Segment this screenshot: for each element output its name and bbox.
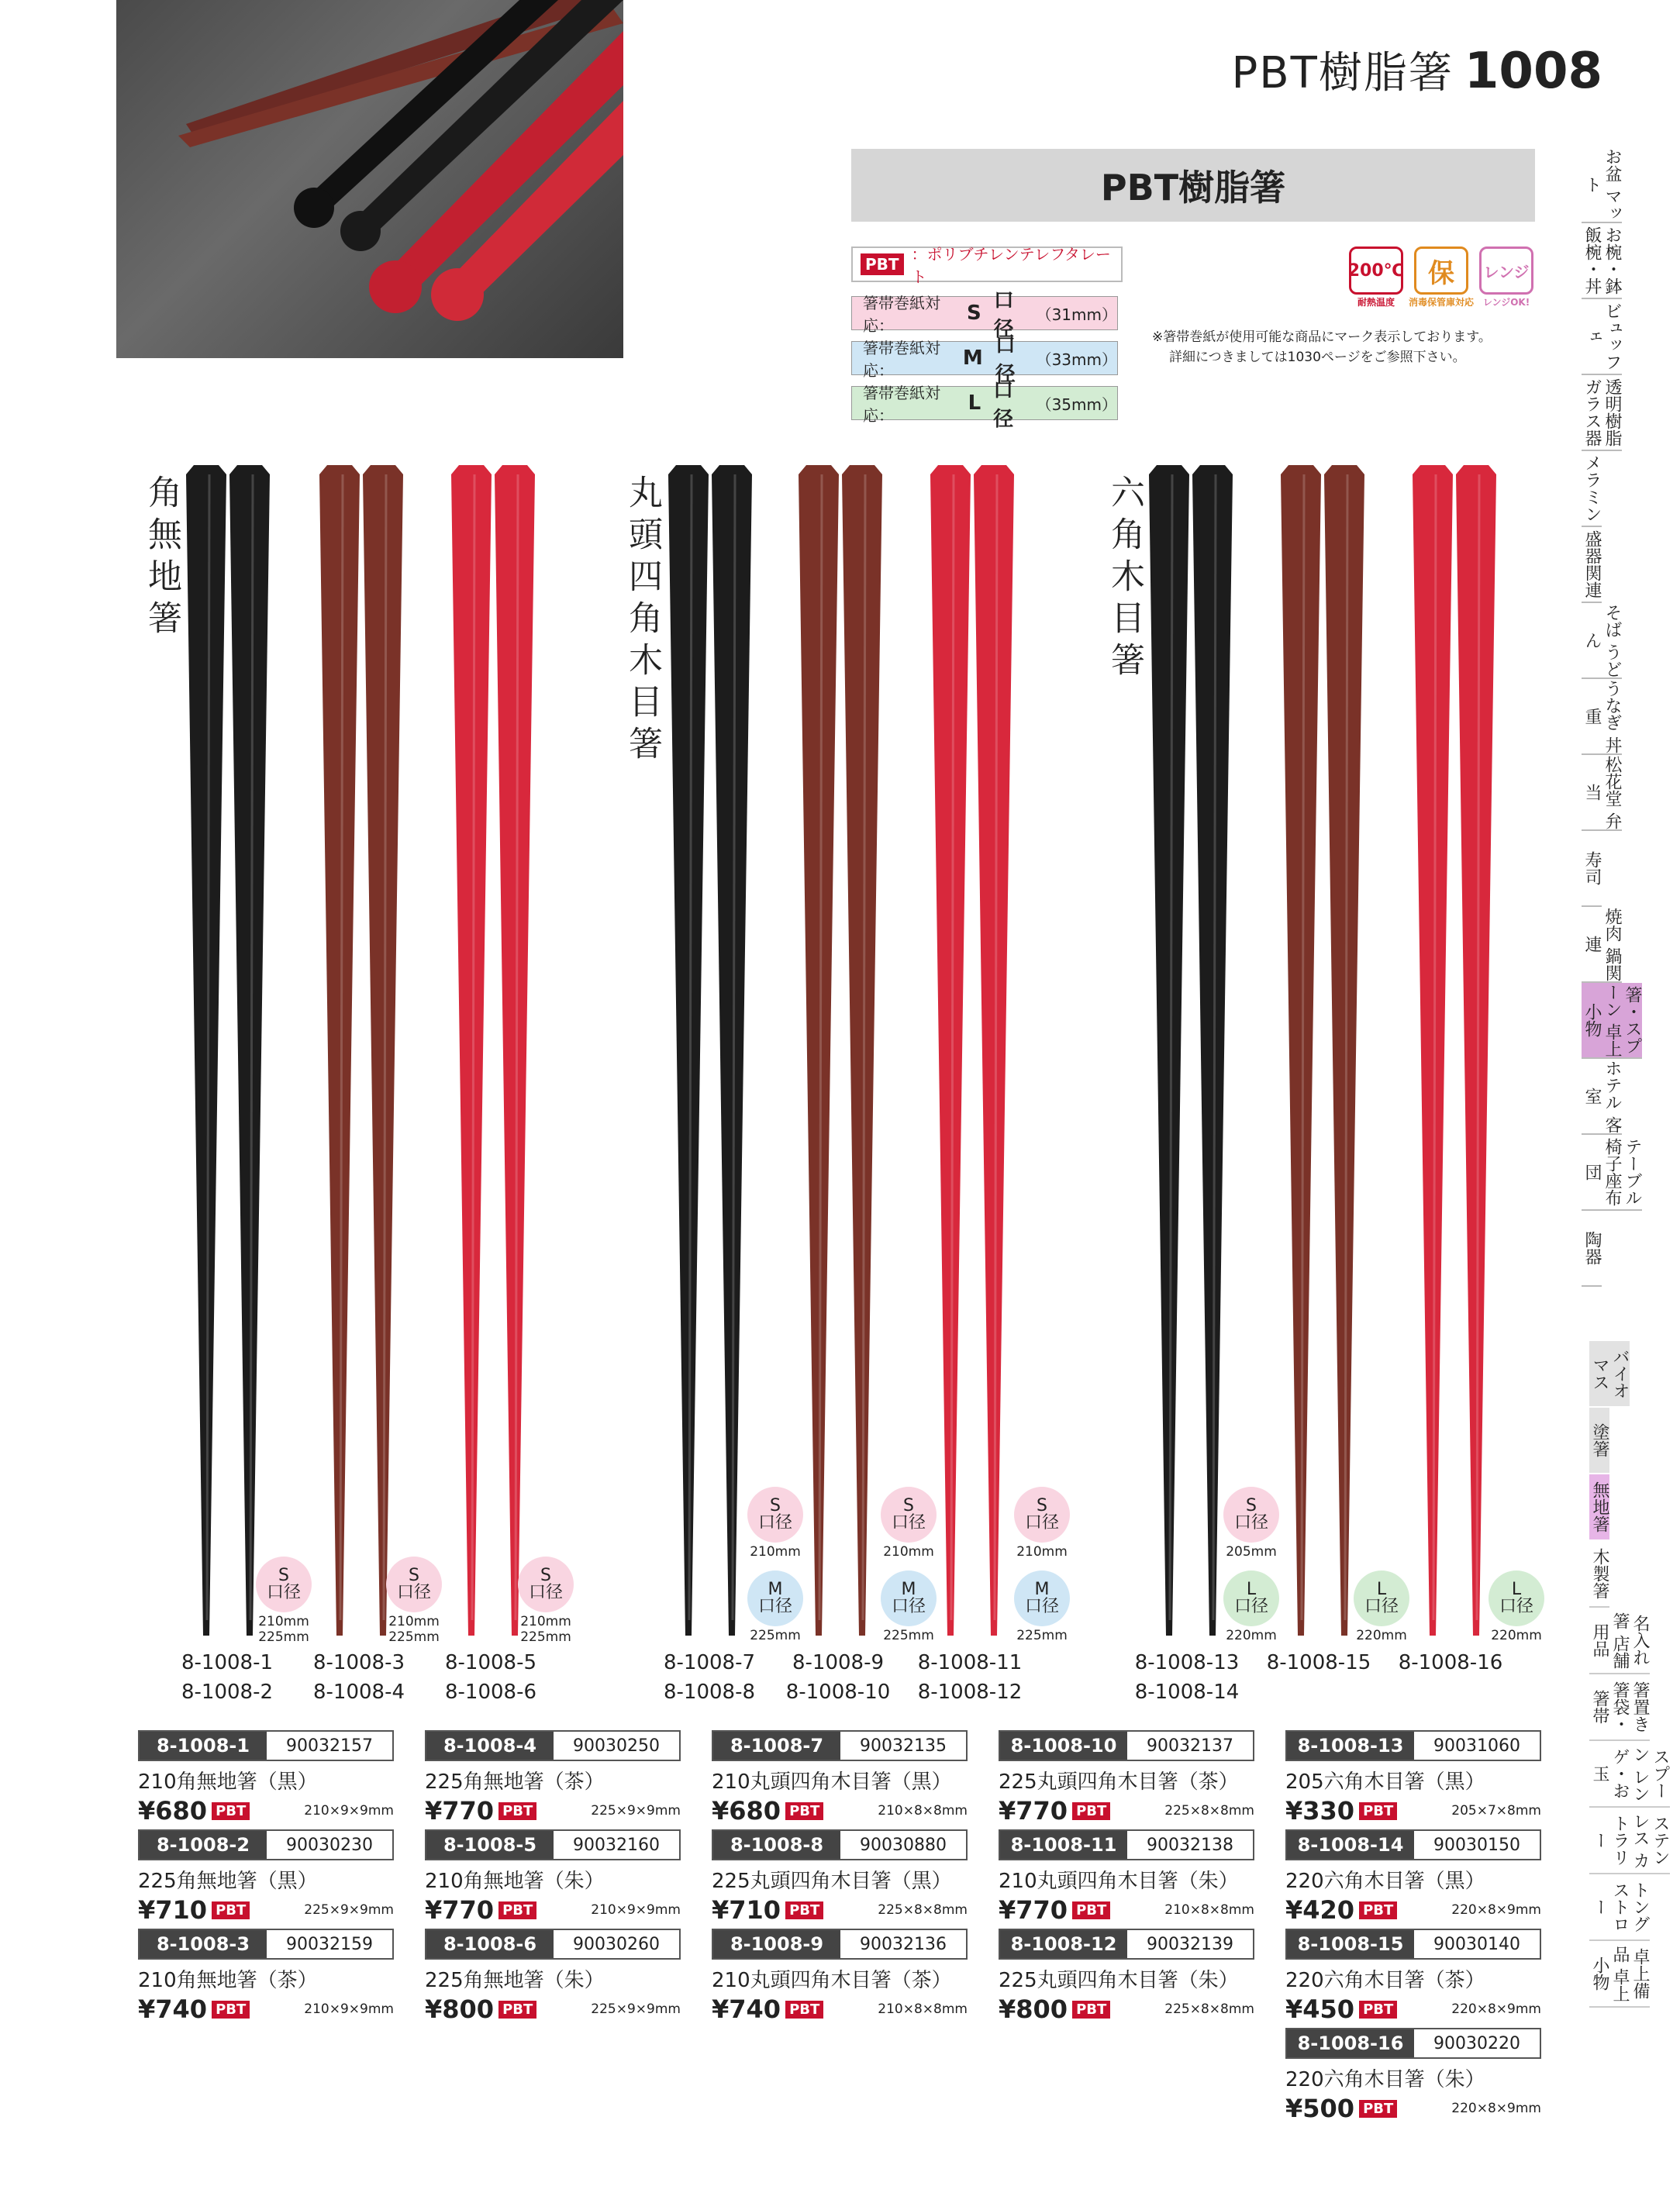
product-price-line	[1285, 1895, 1541, 1925]
size-length-value: 225mm	[883, 1628, 934, 1643]
product-price: ¥450	[1285, 1995, 1355, 2024]
product-material-tag: PBT	[1359, 2001, 1397, 2019]
product-header	[425, 1730, 681, 1761]
product-jan: 90030260	[573, 1934, 660, 1954]
product-code: 8-1008-9	[713, 1930, 840, 1958]
product-material-tag: PBT	[1072, 1802, 1110, 1820]
product-jan: 90030230	[286, 1835, 373, 1855]
size-circle-letter: L	[1246, 1580, 1257, 1599]
side-index-item[interactable]: 焼肉 鍋関連	[1582, 907, 1622, 983]
size-note-label: 口径	[995, 334, 1016, 386]
product-code: 8-1008-11	[1000, 1831, 1127, 1859]
product-dimensions: 210×9×9mm	[304, 1803, 394, 1819]
size-circle-label: 口径	[757, 1597, 792, 1616]
size-length-value: 210mm	[750, 1544, 801, 1560]
side-index-item[interactable]: 陶器	[1582, 1211, 1602, 1287]
product-item	[425, 1730, 681, 1826]
product-dimensions: 210×9×9mm	[304, 2001, 394, 2017]
size-length-value: 210mm	[520, 1614, 571, 1629]
product-item	[999, 1829, 1254, 1925]
size-circle-letter: M	[1034, 1580, 1050, 1599]
size-length-value: 210mm	[1016, 1544, 1068, 1560]
product-material-tag: PBT	[212, 1802, 250, 1820]
size-circle	[1014, 1570, 1070, 1626]
side-index-item[interactable]: うなぎ 丼重	[1582, 679, 1622, 755]
side-index-item-active[interactable]: 箸・スプーン 卓上小物	[1582, 983, 1642, 1059]
size-circle-letter: M	[901, 1580, 916, 1599]
product-material-tag: PBT	[498, 2001, 536, 2019]
size-length	[1351, 1628, 1413, 1643]
code-label-line: 8-1008-14	[1134, 1681, 1240, 1704]
size-length	[1220, 1628, 1282, 1643]
product-price-line	[138, 1995, 394, 2024]
product-dimensions: 225×8×8mm	[1164, 2001, 1254, 2017]
product-code: 8-1008-14	[1287, 1831, 1414, 1859]
product-code: 8-1008-15	[1287, 1930, 1414, 1958]
product-header	[1285, 2028, 1541, 2059]
size-note-label: 口径	[993, 379, 1014, 431]
product-item	[425, 1829, 681, 1925]
product-price: ¥330	[1285, 1796, 1355, 1826]
product-item	[999, 1730, 1254, 1826]
product-price-line	[138, 1895, 394, 1925]
product-name: 225角無地箸（朱）	[425, 1969, 605, 1992]
code-label-line: 8-1008-6	[444, 1681, 536, 1704]
size-length	[1011, 1544, 1073, 1560]
size-length	[1485, 1628, 1547, 1643]
product-price: ¥770	[425, 1895, 495, 1925]
product-jan: 90030880	[860, 1835, 947, 1855]
product-jan: 90032159	[286, 1934, 373, 1954]
size-circle-letter: L	[1376, 1580, 1387, 1599]
pbt-tag: PBT	[861, 253, 904, 275]
code-label-line: 8-1008-9	[792, 1651, 884, 1674]
code-label-line: 8-1008-1	[181, 1651, 273, 1674]
product-price: ¥710	[712, 1895, 781, 1925]
product-dimensions: 225×8×8mm	[1164, 1803, 1254, 1819]
product-price-line	[425, 1995, 681, 2024]
side-index-item[interactable]: 透明樹脂 ガラス器	[1582, 375, 1622, 451]
product-price: ¥740	[138, 1995, 208, 2024]
size-circle	[747, 1487, 803, 1543]
product-dimensions: 225×9×9mm	[591, 2001, 681, 2017]
product-material-tag: PBT	[498, 1802, 536, 1820]
product-name: 225丸頭四角木目箸（朱）	[999, 1969, 1239, 1992]
product-jan: 90030150	[1433, 1835, 1520, 1855]
size-circle-letter: S	[770, 1496, 781, 1515]
product-header	[138, 1929, 394, 1960]
product-dimensions: 225×8×8mm	[878, 1902, 968, 1918]
product-header	[425, 1829, 681, 1860]
product-name: 225角無地箸（黒）	[138, 1870, 318, 1893]
product-dimensions: 210×8×8mm	[878, 2001, 968, 2017]
size-length	[878, 1544, 940, 1560]
side-index-item[interactable]: そば うどん	[1582, 603, 1622, 679]
footnote-line: 詳細につきましては1030ページをご参照下さい。	[1169, 350, 1466, 365]
code-label	[1392, 1648, 1509, 1677]
code-label-line: 8-1008-5	[444, 1651, 536, 1674]
size-length-value: 220mm	[1356, 1628, 1407, 1643]
product-name: 210角無地箸（黒）	[138, 1770, 318, 1794]
size-length	[744, 1544, 806, 1560]
product-code: 8-1008-4	[426, 1732, 554, 1760]
size-length-value: 210mm	[388, 1614, 440, 1629]
sub-index-item[interactable]: 塗箸	[1589, 1408, 1609, 1474]
size-circle	[386, 1557, 442, 1612]
product-name: 220六角木目箸（茶）	[1285, 1969, 1485, 1992]
code-label-line: 8-1008-8	[663, 1681, 755, 1704]
code-label-line: 8-1008-11	[917, 1651, 1023, 1674]
size-circle-letter: S	[903, 1496, 914, 1515]
code-label-line: 8-1008-13	[1134, 1651, 1240, 1674]
product-jan: 90032137	[1147, 1736, 1233, 1756]
product-code: 8-1008-6	[426, 1930, 554, 1958]
product-header	[712, 1829, 968, 1860]
product-name: 210角無地箸（茶）	[138, 1969, 318, 1992]
code-label	[1129, 1648, 1245, 1707]
product-name: 205六角木目箸（黒）	[1285, 1770, 1485, 1794]
size-circle	[881, 1487, 937, 1543]
product-price-line	[1285, 1995, 1541, 2024]
size-circle	[518, 1557, 574, 1612]
product-price-line	[999, 1895, 1254, 1925]
product-jan: 90032138	[1147, 1835, 1233, 1855]
product-header	[999, 1929, 1254, 1960]
material-note-text: ：ポリブチレンテレフタレート	[911, 245, 1111, 286]
product-code: 8-1008-7	[713, 1732, 840, 1760]
category-label: 角無地箸	[142, 474, 181, 642]
mark-text: 保	[1428, 257, 1454, 289]
product-jan: 90030140	[1433, 1934, 1520, 1954]
sub-index-item[interactable]: 箸置き 箸袋・箸帯	[1589, 1674, 1650, 1741]
size-circle-letter: M	[768, 1580, 783, 1599]
product-price: ¥680	[138, 1796, 208, 1826]
product-code: 8-1008-5	[426, 1831, 554, 1859]
side-index-item[interactable]: テーブル 椅子座布団	[1582, 1135, 1642, 1211]
product-code: 8-1008-8	[713, 1831, 840, 1859]
product-price: ¥800	[999, 1995, 1068, 2024]
footnote-line: ※箸帯巻紙が使用可能な商品にマーク表示しております。	[1152, 329, 1492, 345]
size-length	[878, 1628, 940, 1643]
product-price: ¥740	[712, 1995, 781, 2024]
size-circle	[1014, 1487, 1070, 1543]
size-note-mm: （33mm）	[1036, 350, 1117, 369]
mark-text: レンジ	[1483, 262, 1530, 281]
product-material-tag: PBT	[785, 2001, 823, 2019]
code-label	[912, 1648, 1028, 1707]
product-item	[1285, 1829, 1541, 1925]
product-name: 210角無地箸（朱）	[425, 1870, 605, 1893]
product-price-line	[425, 1796, 681, 1826]
size-circle-letter: S	[1246, 1496, 1257, 1515]
size-circle-letter: S	[409, 1566, 419, 1585]
sub-index-item[interactable]: ステンレス カトラリー	[1589, 1808, 1670, 1874]
product-price-line	[1285, 2094, 1541, 2123]
size-circle	[1223, 1487, 1279, 1543]
product-item	[138, 1929, 394, 2024]
product-code: 8-1008-2	[140, 1831, 267, 1859]
product-header	[1285, 1929, 1541, 1960]
code-label-line: 8-1008-3	[312, 1651, 405, 1674]
side-index-item[interactable]: 松花堂 弁当	[1582, 755, 1622, 831]
size-length-value: 225mm	[520, 1629, 571, 1645]
size-circle	[256, 1557, 312, 1612]
product-code: 8-1008-16	[1287, 2029, 1414, 2057]
product-price: ¥420	[1285, 1895, 1355, 1925]
page-title-text: PBT樹脂箸	[1231, 48, 1454, 98]
sub-index-item[interactable]: トング ストロー	[1589, 1874, 1650, 1941]
side-index-item[interactable]: ビュッフェ	[1582, 299, 1622, 375]
code-label	[433, 1648, 549, 1707]
product-material-tag: PBT	[212, 1901, 250, 1919]
product-item	[999, 1929, 1254, 2024]
size-circle	[1489, 1570, 1544, 1626]
size-circle-letter: L	[1511, 1580, 1522, 1599]
size-note-letter: M	[962, 346, 983, 370]
size-circle-letter: S	[278, 1566, 289, 1585]
product-jan: 90031060	[1433, 1736, 1520, 1756]
size-circle	[747, 1570, 803, 1626]
size-circle	[1354, 1570, 1409, 1626]
size-circle-letter: S	[1037, 1496, 1047, 1515]
product-item	[138, 1829, 394, 1925]
mark-caption: 消毒保管庫対応	[1408, 297, 1475, 308]
product-price-line	[712, 1995, 968, 2024]
sub-index-item[interactable]: バイオマス	[1589, 1341, 1630, 1408]
product-dimensions: 225×9×9mm	[591, 1803, 681, 1819]
code-label-line: 8-1008-12	[917, 1681, 1023, 1704]
size-length-value: 225mm	[1016, 1628, 1068, 1643]
section-banner: PBT樹脂箸	[851, 149, 1535, 222]
size-note-mm: （31mm）	[1036, 305, 1117, 324]
product-dimensions: 220×8×9mm	[1451, 1902, 1541, 1918]
product-price-line	[712, 1796, 968, 1826]
size-circle-label: 口径	[1364, 1597, 1399, 1616]
product-material-tag: PBT	[1359, 2100, 1397, 2118]
product-code: 8-1008-10	[1000, 1732, 1127, 1760]
product-material-tag: PBT	[1072, 2001, 1110, 2019]
code-label-line: 8-1008-4	[312, 1681, 405, 1704]
sub-index-item[interactable]: 木製箸	[1589, 1541, 1609, 1608]
product-dimensions: 220×8×9mm	[1451, 2001, 1541, 2017]
sub-index-item[interactable]: スプーン レンゲ・お玉	[1589, 1741, 1670, 1808]
product-code: 8-1008-12	[1000, 1930, 1127, 1958]
category-label: 六角木目箸	[1105, 474, 1144, 684]
product-material-tag: PBT	[785, 1901, 823, 1919]
product-code: 8-1008-13	[1287, 1732, 1414, 1760]
product-name: 210丸頭四角木目箸（黒）	[712, 1770, 952, 1794]
product-price: ¥680	[712, 1796, 781, 1826]
product-name: 225丸頭四角木目箸（茶）	[999, 1770, 1239, 1794]
product-price: ¥770	[999, 1796, 1068, 1826]
product-name: 220六角木目箸（黒）	[1285, 1870, 1485, 1893]
product-price-line	[999, 1995, 1254, 2024]
product-name: 225角無地箸（茶）	[425, 1770, 605, 1794]
side-index-item[interactable]: メラミン	[1582, 451, 1602, 527]
product-name: 220六角木目箸（朱）	[1285, 2068, 1485, 2091]
size-note-mm: （35mm）	[1036, 395, 1117, 414]
product-price-line	[712, 1895, 968, 1925]
product-item	[138, 1730, 394, 1826]
page-number: 1008	[1464, 43, 1602, 100]
product-dimensions: 205×7×8mm	[1451, 1803, 1541, 1819]
product-price-line	[425, 1895, 681, 1925]
size-length	[383, 1614, 445, 1645]
size-length	[253, 1614, 315, 1645]
size-length-value: 225mm	[258, 1629, 309, 1645]
size-circle-label: 口径	[1499, 1597, 1533, 1616]
product-price: ¥710	[138, 1895, 208, 1925]
product-jan: 90032135	[860, 1736, 947, 1756]
size-note-letter: L	[968, 391, 981, 415]
code-label-line: 8-1008-2	[181, 1681, 273, 1704]
product-code: 8-1008-1	[140, 1732, 267, 1760]
code-label-line: 8-1008-15	[1266, 1651, 1371, 1674]
product-price: ¥770	[999, 1895, 1068, 1925]
code-label	[301, 1648, 417, 1707]
sub-index-item[interactable]: 卓上備品 卓上小物	[1589, 1941, 1650, 2008]
size-circle-label: 口径	[891, 1597, 926, 1616]
size-circle-label: 口径	[757, 1513, 792, 1533]
side-index-item[interactable]: 盛器関連	[1582, 527, 1602, 603]
size-length	[744, 1628, 806, 1643]
size-circle-label: 口径	[1024, 1513, 1059, 1533]
product-material-tag: PBT	[498, 1901, 536, 1919]
size-circle-letter: S	[540, 1566, 551, 1585]
product-header	[1285, 1730, 1541, 1761]
mark-caption: 耐熱温度	[1357, 297, 1395, 308]
product-material-tag: PBT	[1359, 1901, 1397, 1919]
size-circle	[1223, 1570, 1279, 1626]
size-length-value: 210mm	[883, 1544, 934, 1560]
product-dimensions: 225×9×9mm	[304, 1902, 394, 1918]
code-label-line: 8-1008-7	[663, 1651, 755, 1674]
code-label-line: 8-1008-10	[785, 1681, 891, 1704]
product-header	[999, 1730, 1254, 1761]
size-length-value: 220mm	[1226, 1628, 1277, 1643]
product-price: ¥800	[425, 1995, 495, 2024]
product-jan: 90030250	[573, 1736, 660, 1756]
product-jan: 90030220	[1433, 2033, 1520, 2053]
product-item	[712, 1829, 968, 1925]
product-header	[1285, 1829, 1541, 1860]
code-label	[780, 1648, 896, 1707]
mark-text: 200℃	[1347, 260, 1405, 281]
side-index-item[interactable]: お椀・鉢 飯椀・丼	[1582, 223, 1622, 299]
product-price-line	[999, 1796, 1254, 1826]
product-material-tag: PBT	[212, 2001, 250, 2019]
size-circle-label: 口径	[1233, 1597, 1268, 1616]
product-price-line	[1285, 1796, 1541, 1826]
size-circle-label: 口径	[1233, 1513, 1268, 1533]
size-length	[515, 1614, 577, 1645]
sub-index-item-active[interactable]: 無地箸	[1589, 1474, 1609, 1541]
size-circle-label: 口径	[528, 1583, 563, 1602]
size-length-value: 220mm	[1491, 1628, 1542, 1643]
product-item	[1285, 2028, 1541, 2123]
sub-index-item[interactable]: 名入れ箸 店舗用品	[1589, 1608, 1650, 1674]
product-header	[999, 1829, 1254, 1860]
size-length-value: 225mm	[750, 1628, 801, 1643]
size-length-value: 225mm	[388, 1629, 440, 1645]
size-note-prefix: 箸帯巻紙対応：	[863, 384, 940, 425]
size-note-letter: S	[967, 302, 981, 325]
product-header	[712, 1730, 968, 1761]
product-dimensions: 210×8×8mm	[878, 1803, 968, 1819]
product-price: ¥500	[1285, 2094, 1355, 2123]
size-length	[1011, 1628, 1073, 1643]
product-code: 8-1008-3	[140, 1930, 267, 1958]
size-circle-label: 口径	[396, 1583, 431, 1602]
mark-caption: レンジOK!	[1482, 297, 1530, 308]
product-header	[138, 1829, 394, 1860]
code-label	[651, 1648, 768, 1707]
category-label: 丸頭四角木目箸	[623, 474, 662, 767]
product-item	[425, 1929, 681, 2024]
size-length	[1220, 1544, 1282, 1560]
product-header	[425, 1929, 681, 1960]
size-length-value: 205mm	[1226, 1544, 1277, 1560]
product-name: 210丸頭四角木目箸（朱）	[999, 1870, 1239, 1893]
product-jan: 90032139	[1147, 1934, 1233, 1954]
product-dimensions: 210×8×8mm	[1164, 1902, 1254, 1918]
product-material-tag: PBT	[1359, 1802, 1397, 1820]
product-jan: 90032157	[286, 1736, 373, 1756]
product-jan: 90032136	[860, 1934, 947, 1954]
product-material-tag: PBT	[1072, 1901, 1110, 1919]
size-note-label: 口径	[993, 289, 1014, 341]
code-label	[1261, 1648, 1377, 1677]
product-item	[712, 1929, 968, 2024]
product-item	[712, 1730, 968, 1826]
product-jan: 90032160	[573, 1835, 660, 1855]
product-dimensions: 210×9×9mm	[591, 1902, 681, 1918]
size-circle-label: 口径	[1024, 1597, 1059, 1616]
size-circle-label: 口径	[266, 1583, 301, 1602]
size-note-prefix: 箸帯巻紙対応：	[863, 294, 940, 335]
code-label-line: 8-1008-16	[1398, 1651, 1503, 1674]
code-label	[169, 1648, 285, 1707]
product-header	[138, 1730, 394, 1761]
side-index-item[interactable]: ホテル 客室	[1582, 1059, 1622, 1135]
product-price-line	[138, 1796, 394, 1826]
side-index-item[interactable]: お盆 マット	[1582, 147, 1622, 223]
size-circle	[881, 1570, 937, 1626]
product-material-tag: PBT	[785, 1802, 823, 1820]
side-index-item[interactable]: 寿司	[1582, 831, 1602, 907]
product-name: 210丸頭四角木目箸（茶）	[712, 1969, 952, 1992]
size-note-prefix: 箸帯巻紙対応：	[863, 339, 940, 380]
product-price: ¥770	[425, 1796, 495, 1826]
product-item	[1285, 1730, 1541, 1826]
product-name: 225丸頭四角木目箸（黒）	[712, 1870, 952, 1893]
product-item	[1285, 1929, 1541, 2024]
product-dimensions: 220×8×9mm	[1451, 2101, 1541, 2116]
size-circle-label: 口径	[891, 1513, 926, 1533]
product-header	[712, 1929, 968, 1960]
size-length-value: 210mm	[258, 1614, 309, 1629]
